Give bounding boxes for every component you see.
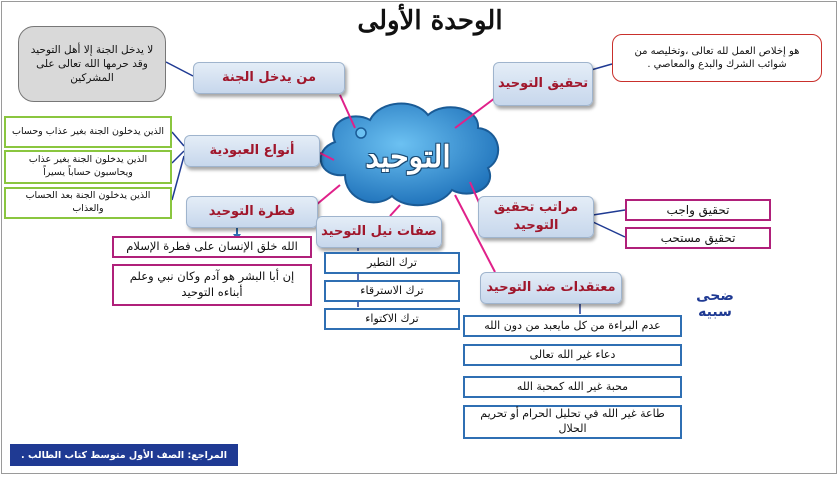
branch-fitra: فطرة التوحيد (186, 196, 318, 228)
fitra-item: إن أبا البشر هو آدم وكان نبي وعلم أبناءه التوحيد (112, 264, 312, 306)
maratib-item: تحقيق واجب (625, 199, 771, 221)
cloud-bubble (356, 128, 366, 138)
branch-ubudiya: أنواع العبودية (184, 135, 320, 167)
center-topic: التوحيد (365, 140, 451, 175)
sifat-item: ترك التطير (324, 252, 460, 274)
branch-tahqiq: تحقيق التوحيد (493, 62, 593, 106)
branch-mutaqadat: معتقدات ضد التوحيد (480, 272, 622, 304)
fitra-item: الله خلق الإنسان على فطرة الإسلام (112, 236, 312, 258)
sifat-item: ترك الاسترقاء (324, 280, 460, 302)
branch-maratib: مراتب تحقيق التوحيد (478, 196, 594, 238)
sifat-item: ترك الاكتواء (324, 308, 460, 330)
mutaqadat-item: محبة غير الله كمحبة الله (463, 376, 682, 398)
connector-sifat (390, 205, 400, 216)
mutaqadat-item: عدم البراءة من كل مايعبد من دون الله (463, 315, 682, 337)
branch-who-enters: من يدخل الجنة (193, 62, 345, 94)
ubudiya-item: الذين يدخلون الجنة بغير عذاب وحساب (4, 116, 172, 148)
mutaqadat-item: دعاء غير الله تعالى (463, 344, 682, 366)
branch-sifat: صفات نيل التوحيد (316, 216, 442, 248)
connector-fitra (316, 185, 340, 205)
page-title: الوحدة الأولى (357, 6, 503, 36)
reference-bar: المراجع: الصف الأول متوسط كتاب الطالب . (10, 444, 238, 466)
who-enters-note: لا يدخل الجنة إلا أهل التوحيد وقد حرمها الله تعالى على المشركين (18, 26, 166, 102)
author-name: ضحى سبيه (696, 288, 734, 320)
mutaqadat-item: طاعة غير الله في تحليل الحرام أو تحريم الحلال (463, 405, 682, 439)
ubudiya-item: الذين يدخلون الجنة بعد الحساب والعذاب (4, 187, 172, 219)
ubudiya-item: الذين يدخلون الجنة بغير عذاب ويحاسبون حساباً يسيراً (4, 150, 172, 184)
maratib-item: تحقيق مستحب (625, 227, 771, 249)
tahqiq-definition: هو إخلاص العمل لله تعالى ،وتخليصه من شوائب الشرك والبدع والمعاصي . (612, 34, 822, 82)
